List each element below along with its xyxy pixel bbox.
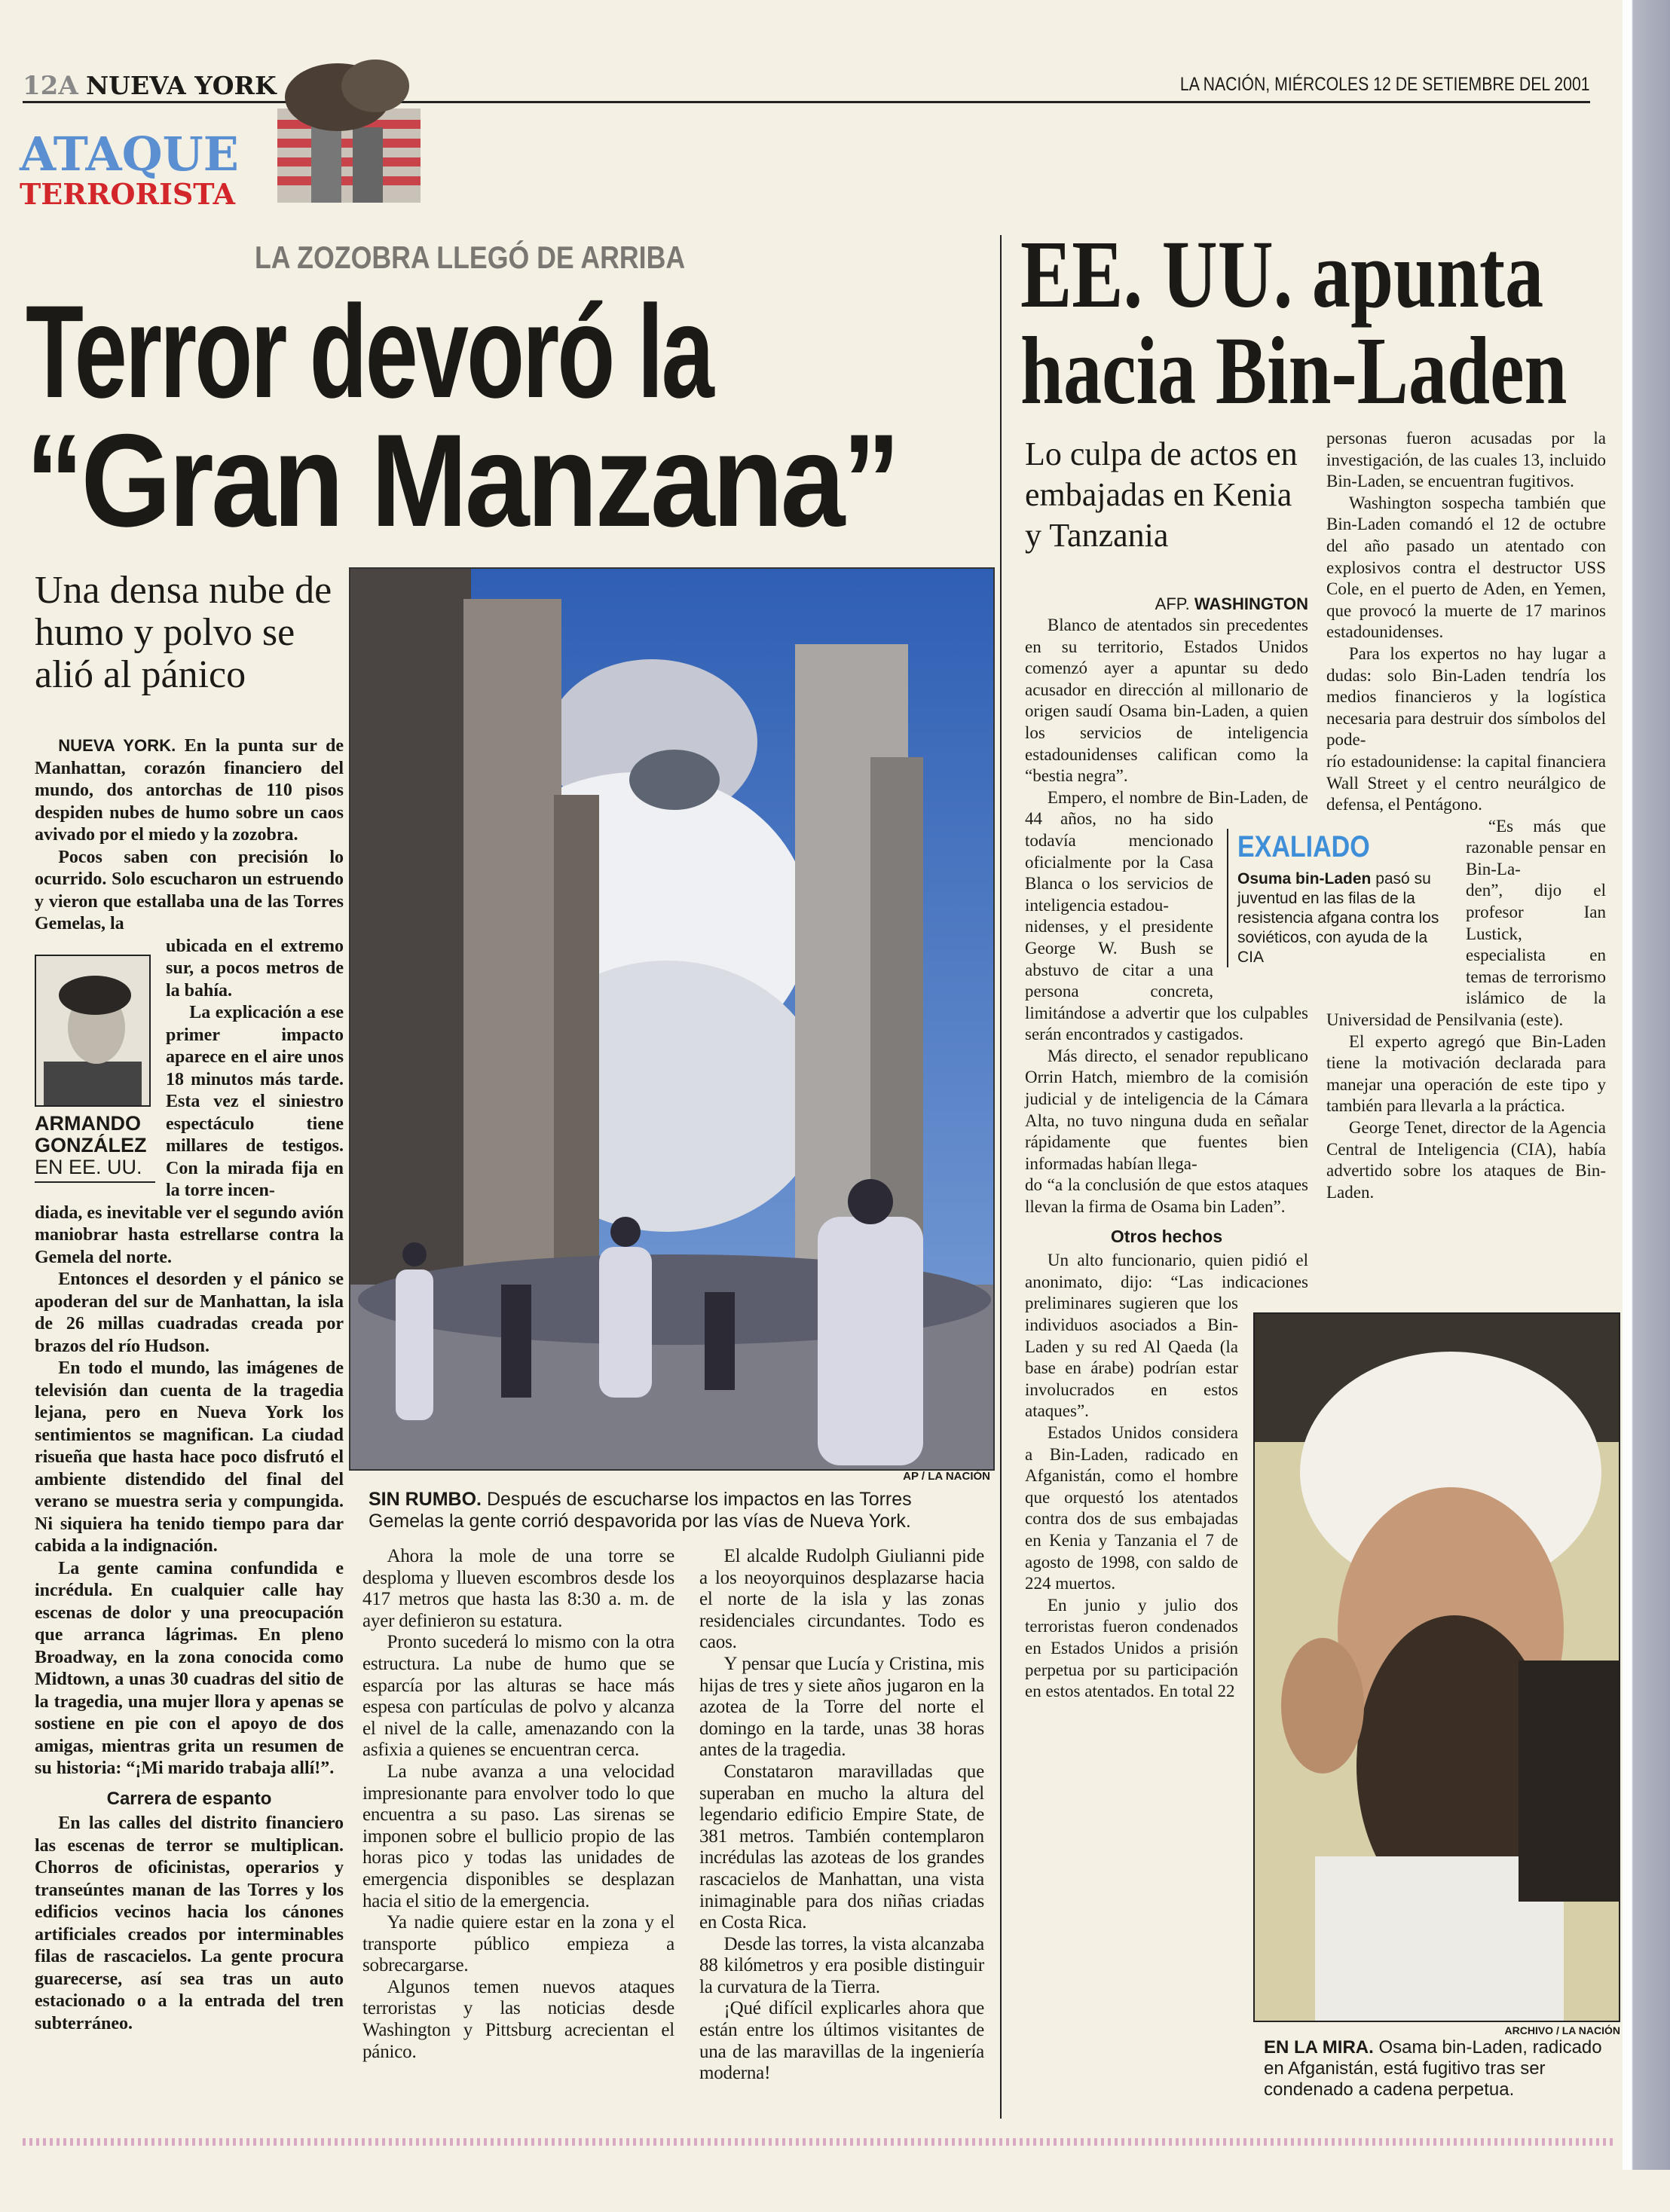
author-portrait	[36, 956, 149, 1105]
paragraph: Blanco de atentados sin precedentes en su territorio, Estados Unidos comenzó ayer a apuntar su dedo acusador en dirección al millonario de origen saudí Osama bin-Laden, a quien los servicios de inteligencia estadounidenses califican como la “bestia negra”.	[1025, 616, 1308, 786]
paragraph: Entonces el desorden y el pánico se apoderan del sur de Manhattan, la isla de 26 millas cuadradas creada por brazos del río Hudson.	[35, 1269, 344, 1356]
byline	[35, 1113, 155, 1183]
caption-text: Después de escucharse los impactos en las Torres Gemelas la gente corrió despavorida por las vías de Nueva York.	[369, 1489, 912, 1532]
paragraph: Ahora la mole de una torre se desploma y llueven escombros desde los 417 metros que hasta las 8:30 a. m. de ayer definieron su estatura.	[362, 1546, 674, 1631]
paragraph: Empero, el nombre de Bin-Laden, de 44 años, no ha sido todavía mencionado oficialmente por la Casa Blanca o los servicios de inteligencia estadou-	[1025, 787, 1308, 915]
paragraph: La gente camina confundida e incrédula. En cualquier calle hay escenas de dolor y una preocupación que arranca lágrimas. En pleno Broadway, en la zona conocida como Midtown, a unas 30 cuadras del sitio de la tragedia, una mujer llora y apenas se sostiene en pie con el apoyo de dos amigas, mientras grita un resumen de su historia: “¡Mi marido trabaja allí!”.	[35, 1558, 344, 1778]
logo-line1: ATAQUE	[20, 127, 239, 182]
second-headline-line2: hacia Bin-Laden	[1020, 317, 1568, 424]
subheading: Otros hechos	[1110, 1226, 1223, 1246]
paragraph: La explicación a ese primer impacto aparece en el aire unos 18 minutos más tarde. Esta vez el siniestro espectáculo tiene millares de testigos. Con la mirada fija en la torre incen-	[166, 1003, 344, 1200]
flag-smoke-graphic	[270, 56, 424, 206]
lead-paragraph: NUEVA YORK. En la punta sur de Manhattan, corazón financiero del mundo, dos antorchas de 110 pisos despiden nubes de humo sobre un caos avivado por el miedo y la zozobra.	[35, 736, 344, 845]
byline-name-2: GONZÁLEZ	[35, 1134, 147, 1156]
paragraph: personas fueron acusadas por la investigación, de las cuales 13, incluido Bin-Laden, se encuentran fugitivos.	[1326, 429, 1606, 491]
bottom-border	[23, 2138, 1613, 2146]
caption-lead: EN LA MIRA.	[1264, 2037, 1374, 2058]
sidebar-body: pasó su juventud en las filas de la resistencia afgana contra los soviéticos, con ayuda de la CIA	[1237, 870, 1439, 966]
paragraph: ¡Qué difícil explicarles ahora que están entre los últimos visitantes de una de las maravillas de la ingeniería moderna!	[699, 1998, 984, 2084]
paragraph: Y pensar que Lucía y Cristina, mis hijas de tres y siete años jugaron en la azotea de la Torre del norte el domingo en la tarde, unas 38 horas antes de la tragedia.	[699, 1653, 984, 1761]
article-mid-col2	[699, 1546, 984, 2085]
headline-line2: “Gran Manzana”	[26, 408, 898, 555]
paragraph: Pronto sucederá lo mismo con la otra estructura. La nube de humo que se esparcía por las alturas se hace más espesa con partículas de polvo y alcanza el nivel de la calle, amenazando con la asfixia a quienes se encuentran cerca.	[362, 1632, 674, 1761]
dateline-lead: NUEVA YORK.	[58, 736, 176, 755]
paragraph: ubicada en el extremo sur, a pocos metros de la bahía.	[166, 936, 344, 1001]
subheading: Carrera de espanto	[106, 1788, 272, 1809]
author-box	[35, 955, 155, 1183]
second-deck: Lo culpa de actos en embajadas en Kenia y Tanzania	[1025, 435, 1298, 554]
paragraph: La nube avanza a una velocidad impresionante para envolver todo lo que encuentra a su paso. Las sirenas se imponen sobre el bullicio propio de las horas pico y todas las unidades de emergencia disponibles se desplazan hacia el sitio de la emergencia.	[362, 1761, 674, 1911]
second-headline-line1: EE. UU. apunta	[1020, 221, 1544, 328]
author-photo	[35, 955, 151, 1107]
bin-laden-caption	[1253, 2037, 1620, 2100]
paragraph: El experto agregó que Bin-Laden tiene la motivación declarada para manejar una operación de este tipo y también para llevarla a la práctica.	[1326, 1031, 1606, 1116]
section-logo	[20, 127, 239, 211]
column-divider	[1000, 235, 1002, 2119]
paragraph: Para los expertos no hay lugar a dudas: solo Bin-Laden tendría los medios financieros y la logística necesaria para destruir dos símbolos del pode-	[1326, 643, 1606, 750]
paragraph: Constataron maravilladas que superaban en mucho la altura del legendario edificio Empire State, de 381 metros. También contemplaron incrédulas las azoteas de los grandes rascacielos de Manhattan, una vista inimaginable para dos niñas criadas en Costa Rica.	[699, 1761, 984, 1933]
scan-edge	[1623, 0, 1670, 2170]
story-dateline	[1025, 594, 1308, 615]
bin-laden-photo-block	[1253, 1308, 1620, 2100]
dateline: LA NACIÓN, MIÉRCOLES 12 DE SETIEMBRE DEL 2001	[1180, 74, 1590, 95]
paragraph: do “a la conclusión de que estos ataques llevan la firma de Osama bin Laden”.	[1025, 1175, 1308, 1217]
article-mid-col1	[362, 1546, 674, 2063]
article-left-seg1	[35, 735, 344, 936]
photo-credit: AP / LA NACIÓN	[903, 1470, 990, 1483]
kicker: LA ZOZOBRA LLEGÓ DE ARRIBA	[255, 240, 686, 275]
article-left-seg3	[35, 1202, 344, 2036]
logo-line2: TERRORISTA	[20, 177, 235, 211]
paragraph: En las calles del distrito financiero las escenas de terror se multiplican. Chorros de oficinistas, operarios y transeúntes manan de las Torres y los edificios vecinos hacia los cánones artificiales creados por interminables filas de rascacielos. La gente procura guarecerse, así sea tras un auto estacionado o a la entrada del tren subterráneo.	[35, 1813, 344, 2033]
article-left	[35, 735, 344, 2035]
bin-laden-photo	[1253, 1312, 1620, 2022]
paragraph: Un alto funcionario, quien pidió el anonimato, dijo: “Las indicaciones preliminares sugieren que los individuos asociados a Bin-Laden y su red Al Qaeda (la base en árabe) podrían estar involucrados en estos ataques”.	[1025, 1251, 1308, 1421]
paragraph: George Tenet, director de la Agencia Central de Inteligencia (CIA), había advertido sobre los ataques de Bin-Laden.	[1326, 1118, 1606, 1202]
paragraph: Desde las torres, la vista alcanzaba 88 kilómetros y era posible distinguir la curvatura de la Tierra.	[699, 1933, 984, 1997]
byline-location: EN EE. UU.	[35, 1156, 142, 1178]
paragraph: Más directo, el senador republicano Orrin Hatch, miembro de la comisión judicial y de inteligencia de la Cámara Alta, no tuvo ninguna duda en señalar rápidamente que fuentes bien informadas habían llega-	[1025, 1046, 1308, 1173]
sidebar-lead: Osuma bin-Laden	[1237, 870, 1372, 888]
sidebar-reserve	[1326, 825, 1466, 994]
bin-laden-photo-credit: ARCHIVO / LA NACIÓN	[1504, 2024, 1620, 2036]
paragraph: Algunos temen nuevos ataques terroristas y las noticias desde Washington y Pittsburg acrecientan el pánico.	[362, 1976, 674, 2062]
paragraph: den”, dijo el profesor Ian Lustick, especialista en temas de terrorismo islámico de la Universidad de Pensilvania (este).	[1326, 881, 1606, 1030]
photo-caption	[369, 1489, 986, 1532]
paragraph: nidenses, y el presidente George W. Bush se abstuvo de citar a una persona concreta, limitándose a advertir que los culpables serán encontrados y castigados.	[1025, 917, 1308, 1044]
paragraph: Pocos saben con precisión lo ocurrido. Solo escucharon un estruendo y vieron que estallaba una de las Torres Gemelas, la	[35, 847, 344, 933]
dateline-city: WASHINGTON	[1194, 594, 1308, 613]
byline-name-1: ARMANDO	[35, 1112, 141, 1135]
page-header	[23, 69, 1590, 103]
page-number: 12A	[23, 71, 78, 101]
caption-text: Osama bin-Laden, radicado en Afganistán, está fugitivo tras ser condenado a cadena perpetua.	[1264, 2037, 1602, 2100]
deck: Una densa nube de humo y polvo se alió al pánico	[35, 569, 332, 696]
paragraph: diada, es inevitable ver el segundo avión maniobrar hasta estrellarse contra la Gemela del norte.	[35, 1202, 344, 1267]
paragraph: En todo el mundo, las imágenes de televisión dan cuenta de la tragedia lejana, pero en Nueva York los sentimientos se magnifican. La ciudad risueña que hasta hace poco disfrutó el ambiente distendido del final del verano se muestra seria y compungida. Ni siquiera ha tenido tiempo para dar cabida a la indignación.	[35, 1358, 344, 1556]
paragraph: “Es más que razonable pensar en Bin-La-	[1466, 816, 1606, 878]
street-photo	[349, 567, 995, 1471]
paragraph: Ya nadie quiere estar en la zona y el transporte público empieza a sobrecargarse.	[362, 1912, 674, 1976]
section-name: NUEVA YORK	[86, 71, 277, 100]
agency: AFP.	[1155, 594, 1190, 613]
paragraph: río estadounidense: la capital financiera Wall Street y el centro neurálgico de defensa, el Pentágono.	[1326, 751, 1606, 814]
caption-lead: SIN RUMBO.	[369, 1489, 482, 1510]
paragraph: El alcalde Rudolph Giulianni pide a los neoyorquinos desplazarse hacia el norte de la isla y las zonas residenciales circundantes. Todo es caos.	[699, 1546, 984, 1653]
article-colB-seg1	[1326, 428, 1606, 751]
headline-line1: Terror devoró la	[26, 279, 712, 426]
sidebar-title: EXALIADO	[1237, 830, 1370, 863]
paragraph: Washington sospecha también que Bin-Laden comandó el 12 de octubre del año pasado un atentado con explosivos contra el destructor USS Cole, en el puerto de Aden, en Yemen, que provocó la muerte de 17 marinos estadounidenses.	[1326, 493, 1606, 642]
paragraph: Estados Unidos considera a Bin-Laden, radicado en Afganistán, como el hombre que orquestó los atentados contra dos de sus embajadas en Kenia y Tanzania el 7 de agosto de 1998, con saldo de 224 muertos.	[1025, 1422, 1238, 1593]
article-colA-seg1	[1025, 615, 1308, 787]
paragraph: En junio y julio dos terroristas fueron condenados en Estados Unidos a prisión perpetua por su participación en estos atentados. En total 22	[1025, 1595, 1238, 1701]
